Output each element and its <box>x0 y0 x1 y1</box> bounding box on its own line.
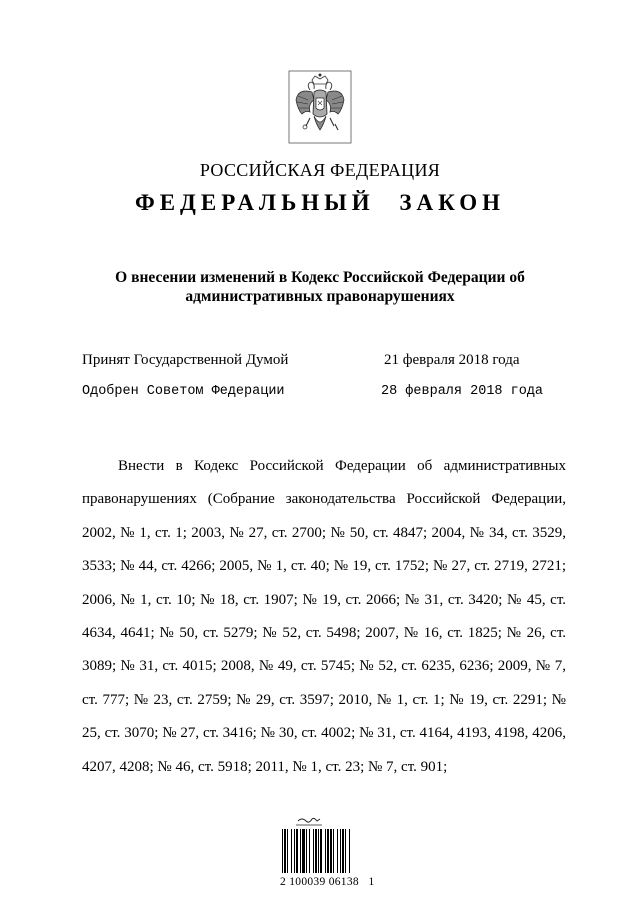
body-paragraph: Внести в Кодекс Российской Федерации об административных правонарушениях (Собрание законодательства Российской Федерации, 2002, № 1, ст. 1; 2003, № 27, ст. 2700; № 50, ст. 4847; 2004, № 34, ст. 3529, 3533; № 44, ст. 4266; 2005, № 1, ст. 40; № 19, ст. 1752; № 27, ст. 2719, 2721; 2006, № 1, ст. 10; № 18, ст. 1907; № 19, ст. 2066; № 31, ст. 3420; № 45, ст. 4634, 4641; № 50, ст. 5279; № 52, ст. 5498; 2007, № 16, ст. 1825; № 26, ст. 3089; № 31, ст. 4015; 2008, № 49, ст. 5745; № 52, ст. 6235, 6236; 2009, № 7, ст. 777; № 23, ст. 2759; № 29, ст. 3597; 2010, № 1, ст. 1; № 19, ст. 2291; № 25, ст. 3070; № 27, ст. 3416; № 30, ст. 4002; № 31, ст. 4164, 4193, 4198, 4206, 4207, 4208; № 46, ст. 5918; 2011, № 1, ст. 23; № 7, ст. 901; <box>82 458 566 775</box>
approved-label: Одобрен Советом Федерации <box>82 384 285 399</box>
law-title <box>70 268 570 306</box>
document-type: ФЕДЕРАЛЬНЫЙ ЗАКОН <box>134 190 506 215</box>
law-title-line-2: административных правонарушениях <box>185 288 455 305</box>
adopted-label: Принят Государственной Думой <box>82 352 289 368</box>
law-title-line-1: О внесении изменений в Кодекс Российской Федерации об <box>115 269 525 286</box>
barcode-number: 2 100039 06138 1 <box>280 876 375 888</box>
approved-date: 28 февраля 2018 года <box>381 384 544 399</box>
country-name: РОССИЙСКАЯ ФЕДЕРАЦИЯ <box>199 160 441 180</box>
coat-of-arms-icon <box>288 70 352 144</box>
adopted-date: 21 февраля 2018 года <box>384 352 520 368</box>
